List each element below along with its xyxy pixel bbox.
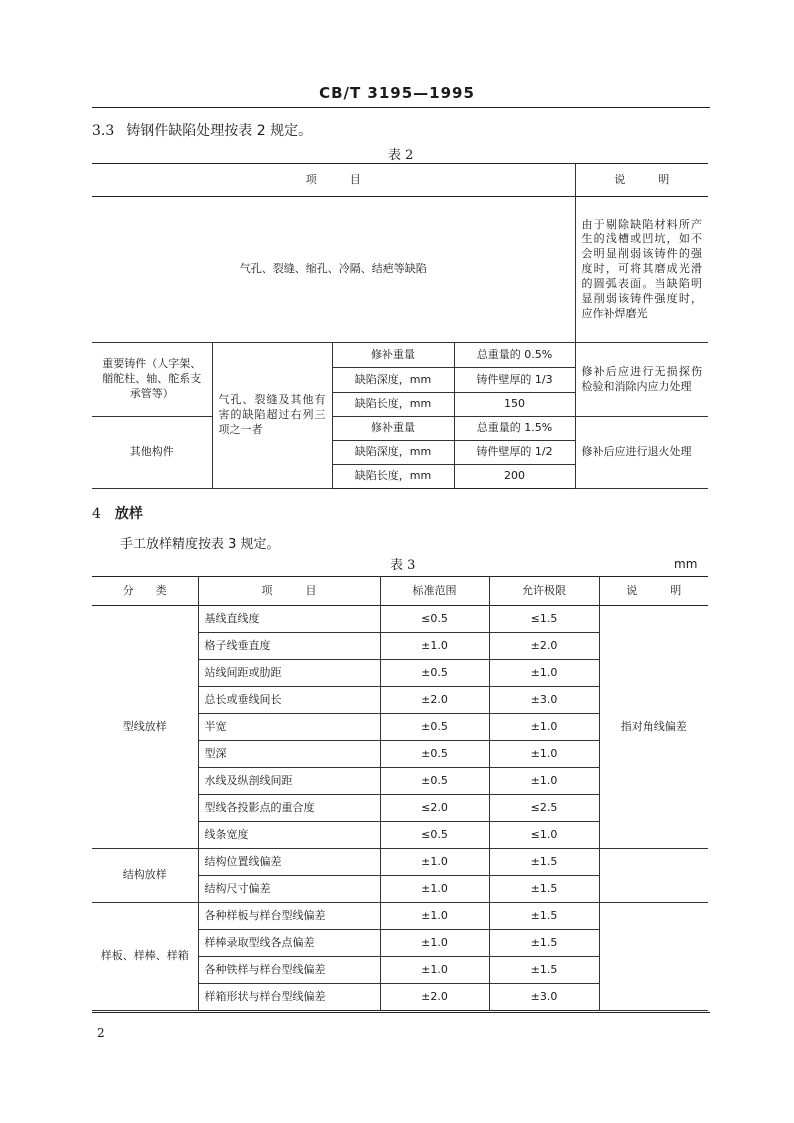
- table3-standard: ≤2.0: [380, 795, 489, 822]
- table3-caption: 表 3: [390, 558, 416, 573]
- table2-group-name: 其他构件: [92, 417, 212, 489]
- table2-param: 修补重量: [332, 343, 454, 368]
- table3-item: 格子线垂直度: [198, 633, 380, 660]
- table3-standard: ±0.5: [380, 768, 489, 795]
- table3-head-category: 分 类: [92, 577, 198, 606]
- header-rule: [92, 107, 710, 108]
- table3-standard: ±1.0: [380, 633, 489, 660]
- table2-head-note: 说 明: [575, 164, 708, 197]
- section-number: 3.3: [92, 123, 115, 139]
- document-code-header: CB/T 3195—1995: [319, 84, 475, 102]
- table3-limit: ±1.0: [489, 660, 599, 687]
- section-text: 铸钢件缺陷处理按表 2 规定。: [126, 123, 313, 139]
- table3-item: 结构位置线偏差: [198, 849, 380, 876]
- table3-standard: ±1.0: [380, 876, 489, 903]
- table3-item: 线条宽度: [198, 822, 380, 849]
- table2-value: 总重量的 1.5%: [454, 417, 575, 441]
- table3-limit: ±1.5: [489, 876, 599, 903]
- section-4-paragraph: 手工放样精度按表 3 规定。: [120, 537, 280, 552]
- table3-item: 站线间距或肋距: [198, 660, 380, 687]
- table2-defect-note: 由于剔除缺陷材料所产生的浅槽或凹坑，如不会明显削弱该铸件的强度时，可将其磨成光滑的圆弧表面。当缺陷明显削弱该铸件强度时，应作补焊磨光: [575, 197, 708, 343]
- table3-note: 指对角线偏差: [599, 606, 708, 849]
- table3-standard: ±0.5: [380, 660, 489, 687]
- table2-value: 200: [454, 465, 575, 489]
- table3-item: 样棒录取型线各点偏差: [198, 930, 380, 957]
- table3-item: 水线及纵剖线间距: [198, 768, 380, 795]
- table3-limit: ≤1.0: [489, 822, 599, 849]
- table3-item: 结构尺寸偏差: [198, 876, 380, 903]
- table2-value: 铸件壁厚的 1/2: [454, 441, 575, 465]
- table2-head-item: 项 目: [92, 164, 575, 197]
- table3-note: [599, 903, 708, 1011]
- page-number: 2: [97, 1026, 105, 1040]
- table3-head-standard: 标准范围: [380, 577, 489, 606]
- table3-limit: ±2.0: [489, 633, 599, 660]
- table2-value: 总重量的 0.5%: [454, 343, 575, 368]
- section-title: 放样: [114, 506, 143, 522]
- footer-rule: [92, 1012, 710, 1013]
- table3-item: 型深: [198, 741, 380, 768]
- section-3-3: [92, 120, 312, 140]
- table3-unit: mm: [674, 557, 698, 571]
- table2-header-row: [92, 164, 708, 197]
- table3-item: 样箱形状与样台型线偏差: [198, 984, 380, 1011]
- table-row: [92, 849, 708, 876]
- table2-defect-item: 气孔、裂缝、缩孔、冷隔、结疤等缺陷: [92, 197, 575, 343]
- table3-category: 型线放样: [92, 606, 198, 849]
- table-row: [92, 343, 708, 368]
- table3-limit: ±3.0: [489, 984, 599, 1011]
- table3-standard: ±1.0: [380, 903, 489, 930]
- table2-group-name: 重要铸件（人字架、艏舵柱、轴、舵系支承管等）: [92, 343, 212, 417]
- table3-standard: ≤0.5: [380, 822, 489, 849]
- table3-limit: ≤2.5: [489, 795, 599, 822]
- table3-limit: ±1.0: [489, 741, 599, 768]
- table3-head-note: 说 明: [599, 577, 708, 606]
- section-4-heading: [92, 503, 143, 523]
- table3-standard: ±1.0: [380, 957, 489, 984]
- table3-limit: ±1.5: [489, 849, 599, 876]
- table-3: [92, 576, 708, 1011]
- table3-standard: ±2.0: [380, 687, 489, 714]
- table2-group-note: 修补后应进行无损探伤检验和消除内应力处理: [575, 343, 708, 417]
- table3-category: 样板、样棒、样箱: [92, 903, 198, 1011]
- table3-standard: ±2.0: [380, 984, 489, 1011]
- table3-standard: ±0.5: [380, 741, 489, 768]
- table3-head-item: 项 目: [198, 577, 380, 606]
- table3-standard: ±0.5: [380, 714, 489, 741]
- table3-limit: ±1.0: [489, 768, 599, 795]
- table3-limit: ±1.5: [489, 930, 599, 957]
- table3-item: 各种铁样与样台型线偏差: [198, 957, 380, 984]
- section-number: 4: [92, 506, 101, 522]
- table-row: [92, 606, 708, 633]
- table2-defect-row: [92, 197, 708, 343]
- table3-standard: ±1.0: [380, 849, 489, 876]
- table3-limit: ±1.5: [489, 903, 599, 930]
- table2-param: 缺陷深度，mm: [332, 441, 454, 465]
- table3-category: 结构放样: [92, 849, 198, 903]
- table3-limit: ±1.5: [489, 957, 599, 984]
- table3-limit: ±3.0: [489, 687, 599, 714]
- table3-item: 型线各投影点的重合度: [198, 795, 380, 822]
- table3-item: 各种样板与样台型线偏差: [198, 903, 380, 930]
- table2-condition: 气孔、裂缝及其他有害的缺陷超过右列三项之一者: [212, 343, 332, 489]
- table2-param: 缺陷长度，mm: [332, 465, 454, 489]
- table-row: [92, 903, 708, 930]
- table3-note: [599, 849, 708, 903]
- table2-value: 铸件壁厚的 1/3: [454, 368, 575, 393]
- table3-head-limit: 允许极限: [489, 577, 599, 606]
- table3-limit: ≤1.5: [489, 606, 599, 633]
- table2-value: 150: [454, 393, 575, 417]
- table3-item: 总长或垂线间长: [198, 687, 380, 714]
- table3-standard: ±1.0: [380, 930, 489, 957]
- table3-item: 半宽: [198, 714, 380, 741]
- table-row: [92, 417, 708, 441]
- table2-group-note: 修补后应进行退火处理: [575, 417, 708, 489]
- table2-caption: 表 2: [388, 148, 414, 163]
- table3-header-row: [92, 577, 708, 606]
- table3-item: 基线直线度: [198, 606, 380, 633]
- table2-param: 修补重量: [332, 417, 454, 441]
- table2-param: 缺陷深度，mm: [332, 368, 454, 393]
- table3-standard: ≤0.5: [380, 606, 489, 633]
- table2-param: 缺陷长度，mm: [332, 393, 454, 417]
- table-2: [92, 163, 708, 489]
- table3-limit: ±1.0: [489, 714, 599, 741]
